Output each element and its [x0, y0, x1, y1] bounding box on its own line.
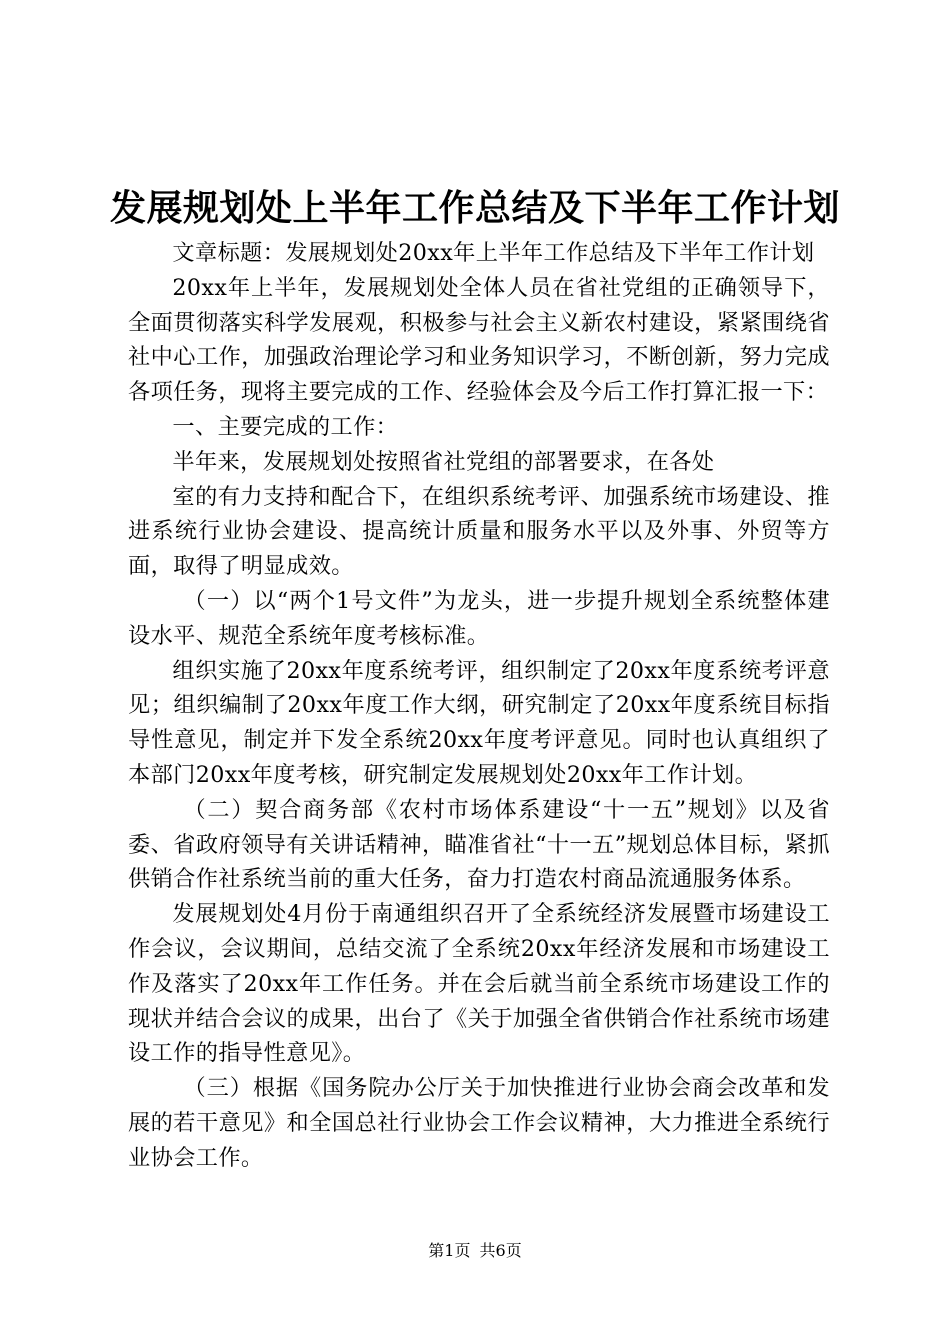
page-total: 共6页 [479, 1241, 522, 1260]
summary-paragraph-continued: 室的有力支持和配合下，在组织系统考评、加强系统市场建设、推进系统行业协会建设、提高统计质量和服务水平以及外事、外贸等方面，取得了明显成效。 [128, 483, 830, 580]
subsection-2-paragraph: 发展规划处4月份于南通组织召开了全系统经济发展暨市场建设工作会议，会议期间，总结交流了全系统20xx年经济发展和市场建设工作及落实了20xx年工作任务。并在会后就当前全系统市场建设工作的现状并结合会议的成果，出台了《关于加强全省供销合作社系统市场建设工作的指导性意见》。 [128, 901, 830, 1067]
document-title: 发展规划处上半年工作总结及下半年工作计划 [109, 188, 840, 229]
subsection-heading-2: （二）契合商务部《农村市场体系建设“十一五”规划》以及省委、省政府领导有关讲话精神，瞄准省社“十一五”规划总体目标，紧抓供销合作社系统当前的重大任务，奋力打造农村商品流通服务体系。 [128, 796, 830, 893]
page-number: 第1页 [428, 1241, 471, 1260]
section-heading: 一、主要完成的工作： [172, 413, 399, 440]
document-body [128, 236, 830, 1176]
intro-paragraph: 20xx年上半年，发展规划处全体人员在省社党组的正确领导下，全面贯彻落实科学发展观，积极参与社会主义新农村建设，紧紧围绕省社中心工作，加强政治理论学习和业务知识学习，不断创新，努力完成各项任务，现将主要完成的工作、经验体会及今后工作打算汇报一下： [128, 274, 830, 406]
subsection-heading-1: （一）以“两个1号文件”为龙头，进一步提升规划全系统整体建设水平、规范全系统年度考核标准。 [128, 587, 830, 649]
article-title-paragraph: 文章标题：发展规划处20xx年上半年工作总结及下半年工作计划 [172, 240, 815, 266]
summary-paragraph-start: 半年来，发展规划处按照省社党组的部署要求，在各处 [172, 448, 715, 475]
subsection-heading-3: （三）根据《国务院办公厅关于加快推进行业协会商会改革和发展的若干意见》和全国总社行业协会工作会议精神，大力推进全系统行业协会工作。 [128, 1075, 830, 1171]
page-footer [0, 1240, 950, 1262]
subsection-1-paragraph: 组织实施了20xx年度系统考评，组织制定了20xx年度系统考评意见；组织编制了20xx年度工作大纲，研究制定了20xx年度系统目标指导性意见，制定并下发全系统20xx年度考评意见。同时也认真组织了本部门20xx年度考核，研究制定发展规划处20xx年工作计划。 [128, 657, 830, 788]
